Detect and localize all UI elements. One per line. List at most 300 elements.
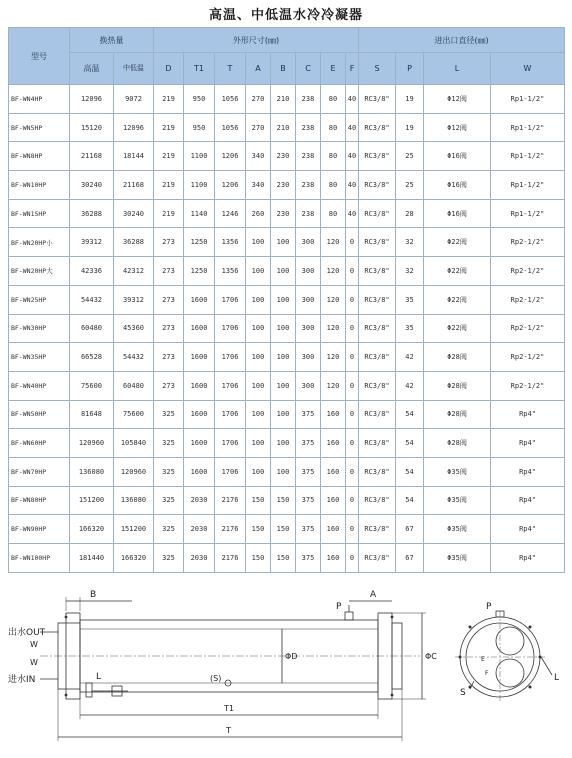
table-cell: Rp1-1/2": [491, 142, 565, 171]
table-cell: Rp2-1/2": [491, 314, 565, 343]
header-dim-col: E: [321, 53, 346, 85]
table-cell: 375: [296, 429, 321, 458]
table-cell: 1100: [184, 142, 215, 171]
table-cell: Rp2-1/2": [491, 371, 565, 400]
table-cell: 120: [321, 228, 346, 257]
table-cell: Φ28阀: [424, 400, 491, 429]
table-cell: 42312: [114, 257, 154, 286]
table-cell: 300: [296, 371, 321, 400]
table-cell: 75600: [114, 400, 154, 429]
table-cell: Rp2-1/2": [491, 285, 565, 314]
table-cell: RC3/8": [359, 544, 396, 573]
label-water-in: 进水IN: [8, 675, 36, 685]
table-cell: 42: [396, 343, 424, 372]
table-cell: Rp4": [491, 400, 565, 429]
table-cell: 67: [396, 544, 424, 573]
table-cell: 42: [396, 371, 424, 400]
header-dim-col: B: [271, 53, 296, 85]
table-row: [9, 429, 565, 458]
table-cell: Φ35阀: [424, 515, 491, 544]
label-s-paren: (S): [210, 674, 222, 683]
dim-label-t1: T1: [224, 704, 234, 713]
table-cell: RC3/8": [359, 228, 396, 257]
table-cell: 375: [296, 400, 321, 429]
table-cell: 1056: [215, 85, 246, 114]
header-port-col: P: [396, 53, 424, 85]
label-l: L: [96, 672, 102, 682]
table-cell: 100: [246, 314, 271, 343]
table-cell: 100: [246, 228, 271, 257]
table-cell: 273: [154, 257, 184, 286]
table-cell: 81648: [70, 400, 114, 429]
table-cell: 42336: [70, 257, 114, 286]
table-cell: 300: [296, 285, 321, 314]
table-cell: 39312: [70, 228, 114, 257]
table-cell: 238: [296, 142, 321, 171]
table-cell: Φ12阀: [424, 113, 491, 142]
table-cell: Rp1-1/2": [491, 85, 565, 114]
table-cell: 120960: [114, 457, 154, 486]
model-cell: BF-WN70HP: [9, 457, 70, 486]
table-cell: RC3/8": [359, 171, 396, 200]
condenser-drawing: [0, 585, 572, 758]
table-cell: Φ22阀: [424, 285, 491, 314]
table-cell: 1056: [215, 113, 246, 142]
table-cell: 100: [271, 228, 296, 257]
header-dim-col: F: [346, 53, 359, 85]
table-row: [9, 199, 565, 228]
p-fitting: [345, 612, 353, 620]
table-row: [9, 343, 565, 372]
table-cell: 40: [346, 171, 359, 200]
table-cell: 219: [154, 142, 184, 171]
table-cell: 1250: [184, 257, 215, 286]
table-cell: 166320: [70, 515, 114, 544]
table-row: [9, 314, 565, 343]
table-cell: 1706: [215, 285, 246, 314]
table-cell: 100: [246, 257, 271, 286]
header-dim-col: C: [296, 53, 321, 85]
header-ports: 进出口直径(㎜): [359, 28, 565, 53]
table-cell: 375: [296, 457, 321, 486]
table-cell: Φ16阀: [424, 142, 491, 171]
table-cell: 1600: [184, 429, 215, 458]
table-cell: Φ28阀: [424, 371, 491, 400]
table-cell: 35: [396, 314, 424, 343]
table-cell: 40: [346, 85, 359, 114]
table-cell: Φ12阀: [424, 85, 491, 114]
table-cell: 340: [246, 142, 271, 171]
table-cell: 181440: [70, 544, 114, 573]
table-cell: Rp2-1/2": [491, 228, 565, 257]
table-cell: 219: [154, 171, 184, 200]
header-port-col: L: [424, 53, 491, 85]
table-cell: 160: [321, 429, 346, 458]
model-cell: BF-WN25HP: [9, 285, 70, 314]
table-cell: 54: [396, 400, 424, 429]
table-cell: 105840: [114, 429, 154, 458]
model-cell: BF-WN35HP: [9, 343, 70, 372]
table-cell: 21168: [114, 171, 154, 200]
table-cell: 2030: [184, 486, 215, 515]
table-cell: 0: [346, 285, 359, 314]
table-cell: 1706: [215, 314, 246, 343]
table-cell: 219: [154, 85, 184, 114]
table-cell: 54432: [114, 343, 154, 372]
table-cell: 35: [396, 285, 424, 314]
table-cell: 325: [154, 515, 184, 544]
table-cell: RC3/8": [359, 515, 396, 544]
model-cell: BF-WN30HP: [9, 314, 70, 343]
table-cell: 1706: [215, 400, 246, 429]
header-model: 型号: [9, 28, 70, 85]
table-cell: 1206: [215, 171, 246, 200]
table-cell: 0: [346, 371, 359, 400]
spec-table: [8, 27, 565, 573]
table-cell: 150: [271, 544, 296, 573]
table-cell: Rp4": [491, 515, 565, 544]
table-cell: 238: [296, 113, 321, 142]
table-row: [9, 515, 565, 544]
model-cell: BF-WN50HP: [9, 400, 70, 429]
table-cell: 120: [321, 314, 346, 343]
table-cell: 100: [246, 343, 271, 372]
table-cell: 273: [154, 371, 184, 400]
label-w-upper: W: [30, 640, 38, 649]
table-cell: 0: [346, 486, 359, 515]
table-cell: 60480: [114, 371, 154, 400]
table-cell: 66528: [70, 343, 114, 372]
table-cell: 0: [346, 228, 359, 257]
table-cell: RC3/8": [359, 486, 396, 515]
header-dim-col: T: [215, 53, 246, 85]
table-cell: 150: [246, 486, 271, 515]
table-cell: Rp4": [491, 544, 565, 573]
table-cell: 375: [296, 486, 321, 515]
table-cell: Φ16阀: [424, 171, 491, 200]
table-cell: 40: [346, 199, 359, 228]
table-cell: 1600: [184, 314, 215, 343]
model-cell: BF-WN60HP: [9, 429, 70, 458]
table-cell: Rp2-1/2": [491, 257, 565, 286]
table-cell: Rp4": [491, 486, 565, 515]
dim-label-t: T: [226, 726, 231, 735]
table-cell: RC3/8": [359, 142, 396, 171]
table-cell: 375: [296, 544, 321, 573]
header-row-2: [9, 53, 565, 85]
table-cell: 210: [271, 85, 296, 114]
table-cell: 100: [271, 314, 296, 343]
header-port-col: W: [491, 53, 565, 85]
table-cell: 230: [271, 199, 296, 228]
table-cell: 160: [321, 400, 346, 429]
end-label-f: F: [485, 670, 489, 677]
table-row: [9, 457, 565, 486]
l-valve-body: [86, 683, 92, 697]
table-cell: 325: [154, 457, 184, 486]
table-cell: 0: [346, 343, 359, 372]
table-cell: 100: [246, 429, 271, 458]
table-cell: 300: [296, 228, 321, 257]
table-cell: 2030: [184, 544, 215, 573]
table-cell: 210: [271, 113, 296, 142]
label-water-out: 出水OUT: [8, 628, 46, 638]
table-cell: 340: [246, 171, 271, 200]
table-row: [9, 486, 565, 515]
dim-label-phi-d: ΦD: [285, 652, 298, 661]
table-cell: 1600: [184, 457, 215, 486]
table-cell: 273: [154, 285, 184, 314]
table-cell: Rp4": [491, 429, 565, 458]
table-cell: 100: [271, 257, 296, 286]
model-cell: BF-WN8HP: [9, 142, 70, 171]
table-cell: 54: [396, 457, 424, 486]
table-cell: 120960: [70, 429, 114, 458]
table-cell: 100: [271, 371, 296, 400]
table-cell: 36288: [114, 228, 154, 257]
table-cell: 54432: [70, 285, 114, 314]
dim-label-phi-c: ΦC: [425, 652, 437, 661]
table-cell: RC3/8": [359, 371, 396, 400]
table-row: [9, 400, 565, 429]
end-label-l: L: [554, 673, 560, 683]
table-cell: 0: [346, 257, 359, 286]
header-dims: 外形尺寸(㎜): [154, 28, 359, 53]
table-cell: 238: [296, 171, 321, 200]
table-cell: 100: [271, 400, 296, 429]
table-row: [9, 171, 565, 200]
table-cell: 300: [296, 343, 321, 372]
table-cell: 120: [321, 371, 346, 400]
table-cell: Φ35阀: [424, 457, 491, 486]
table-cell: 80: [321, 113, 346, 142]
table-cell: 0: [346, 544, 359, 573]
table-cell: 238: [296, 85, 321, 114]
table-row: [9, 371, 565, 400]
header-heat-high: 高温: [70, 53, 114, 85]
table-cell: 45360: [114, 314, 154, 343]
table-cell: 325: [154, 544, 184, 573]
table-cell: 300: [296, 257, 321, 286]
table-cell: 160: [321, 515, 346, 544]
header-dim-col: T1: [184, 53, 215, 85]
table-cell: 2176: [215, 486, 246, 515]
table-cell: Φ22阀: [424, 314, 491, 343]
table-cell: 160: [321, 457, 346, 486]
table-cell: 9072: [114, 85, 154, 114]
table-cell: 80: [321, 142, 346, 171]
table-cell: 15120: [70, 113, 114, 142]
label-p: P: [336, 602, 342, 612]
table-cell: Rp1-1/2": [491, 171, 565, 200]
label-w-lower: W: [30, 658, 38, 667]
table-cell: Rp1-1/2": [491, 113, 565, 142]
table-cell: 950: [184, 113, 215, 142]
table-cell: 2176: [215, 544, 246, 573]
table-cell: 25: [396, 142, 424, 171]
table-cell: 136080: [114, 486, 154, 515]
table-cell: 32: [396, 228, 424, 257]
table-cell: 80: [321, 85, 346, 114]
table-cell: 80: [321, 199, 346, 228]
table-row: [9, 85, 565, 114]
header-port-col: S: [359, 53, 396, 85]
table-cell: 1706: [215, 457, 246, 486]
table-cell: 260: [246, 199, 271, 228]
table-cell: 0: [346, 429, 359, 458]
table-cell: 1246: [215, 199, 246, 228]
table-cell: 0: [346, 314, 359, 343]
table-cell: 19: [396, 85, 424, 114]
table-cell: 1100: [184, 171, 215, 200]
end-view-port-lower: [496, 659, 524, 687]
table-cell: 28: [396, 199, 424, 228]
table-cell: 219: [154, 113, 184, 142]
table-row: [9, 257, 565, 286]
table-cell: 0: [346, 457, 359, 486]
table-cell: 0: [346, 515, 359, 544]
end-label-s: S: [460, 688, 466, 698]
table-cell: 30240: [114, 199, 154, 228]
table-cell: RC3/8": [359, 257, 396, 286]
table-cell: RC3/8": [359, 457, 396, 486]
table-row: [9, 285, 565, 314]
table-cell: 40: [346, 142, 359, 171]
table-cell: 151200: [114, 515, 154, 544]
header-row-1: [9, 28, 565, 53]
table-cell: 1706: [215, 429, 246, 458]
table-cell: 100: [271, 285, 296, 314]
table-cell: 325: [154, 400, 184, 429]
table-cell: 75600: [70, 371, 114, 400]
table-cell: 160: [321, 544, 346, 573]
table-cell: 12096: [70, 85, 114, 114]
model-cell: BF-WN20HP小: [9, 228, 70, 257]
table-cell: 32: [396, 257, 424, 286]
table-cell: 150: [246, 515, 271, 544]
end-view-port-upper: [496, 627, 524, 655]
table-cell: 100: [246, 371, 271, 400]
table-cell: 30240: [70, 171, 114, 200]
end-label-p: P: [486, 602, 492, 612]
table-cell: 230: [271, 142, 296, 171]
table-cell: 273: [154, 343, 184, 372]
table-cell: 150: [246, 544, 271, 573]
table-cell: RC3/8": [359, 343, 396, 372]
page-title: 高温、中低温水冷冷凝器: [208, 8, 363, 23]
table-cell: 18144: [114, 142, 154, 171]
table-cell: 166320: [114, 544, 154, 573]
table-cell: Rp1-1/2": [491, 199, 565, 228]
table-cell: Φ35阀: [424, 544, 491, 573]
model-cell: BF-WN15HP: [9, 199, 70, 228]
dim-label-b: B: [90, 590, 97, 600]
table-cell: 1250: [184, 228, 215, 257]
table-cell: 100: [246, 400, 271, 429]
table-cell: Φ22阀: [424, 257, 491, 286]
table-cell: Φ22阀: [424, 228, 491, 257]
table-cell: 120: [321, 343, 346, 372]
table-cell: 270: [246, 113, 271, 142]
table-cell: 151200: [70, 486, 114, 515]
table-cell: Rp2-1/2": [491, 343, 565, 372]
table-cell: 1600: [184, 343, 215, 372]
table-cell: 54: [396, 486, 424, 515]
table-cell: 100: [271, 457, 296, 486]
table-cell: 54: [396, 429, 424, 458]
table-cell: Φ35阀: [424, 486, 491, 515]
table-cell: 1706: [215, 371, 246, 400]
table-body: [9, 85, 565, 573]
table-cell: 270: [246, 85, 271, 114]
table-cell: 238: [296, 199, 321, 228]
table-cell: 67: [396, 515, 424, 544]
end-label-e: E: [481, 656, 485, 663]
table-cell: 219: [154, 199, 184, 228]
table-cell: 2030: [184, 515, 215, 544]
table-cell: 375: [296, 515, 321, 544]
model-cell: BF-WN10HP: [9, 171, 70, 200]
table-cell: 19: [396, 113, 424, 142]
model-cell: BF-WN4HP: [9, 85, 70, 114]
table-cell: 39312: [114, 285, 154, 314]
table-cell: 273: [154, 314, 184, 343]
table-cell: 1356: [215, 228, 246, 257]
table-cell: 120: [321, 257, 346, 286]
table-cell: 325: [154, 486, 184, 515]
table-cell: RC3/8": [359, 199, 396, 228]
table-cell: Φ28阀: [424, 343, 491, 372]
table-cell: 100: [271, 343, 296, 372]
table-cell: 100: [246, 457, 271, 486]
table-cell: 1600: [184, 285, 215, 314]
table-cell: RC3/8": [359, 400, 396, 429]
table-cell: RC3/8": [359, 314, 396, 343]
table-cell: 1600: [184, 400, 215, 429]
table-cell: 300: [296, 314, 321, 343]
table-row: [9, 228, 565, 257]
header-heat: 换热量: [70, 28, 154, 53]
model-cell: BF-WN90HP: [9, 515, 70, 544]
header-dim-col: D: [154, 53, 184, 85]
table-row: [9, 142, 565, 171]
table-cell: 25: [396, 171, 424, 200]
table-cell: 120: [321, 285, 346, 314]
table-cell: RC3/8": [359, 113, 396, 142]
table-cell: 1140: [184, 199, 215, 228]
header-heat-midlow: 中低温: [114, 53, 154, 85]
table-cell: RC3/8": [359, 85, 396, 114]
table-cell: Rp4": [491, 457, 565, 486]
model-cell: BF-WN40HP: [9, 371, 70, 400]
table-cell: 1206: [215, 142, 246, 171]
table-cell: 2176: [215, 515, 246, 544]
table-cell: 21168: [70, 142, 114, 171]
model-cell: BF-WN100HP: [9, 544, 70, 573]
table-cell: RC3/8": [359, 429, 396, 458]
model-cell: BF-WN80HP: [9, 486, 70, 515]
table-cell: 136080: [70, 457, 114, 486]
table-cell: 0: [346, 400, 359, 429]
table-cell: 36288: [70, 199, 114, 228]
table-cell: 1600: [184, 371, 215, 400]
table-cell: 12096: [114, 113, 154, 142]
table-cell: 150: [271, 515, 296, 544]
table-cell: 160: [321, 486, 346, 515]
table-cell: 325: [154, 429, 184, 458]
dim-label-a: A: [370, 590, 377, 600]
table-cell: Φ28阀: [424, 429, 491, 458]
